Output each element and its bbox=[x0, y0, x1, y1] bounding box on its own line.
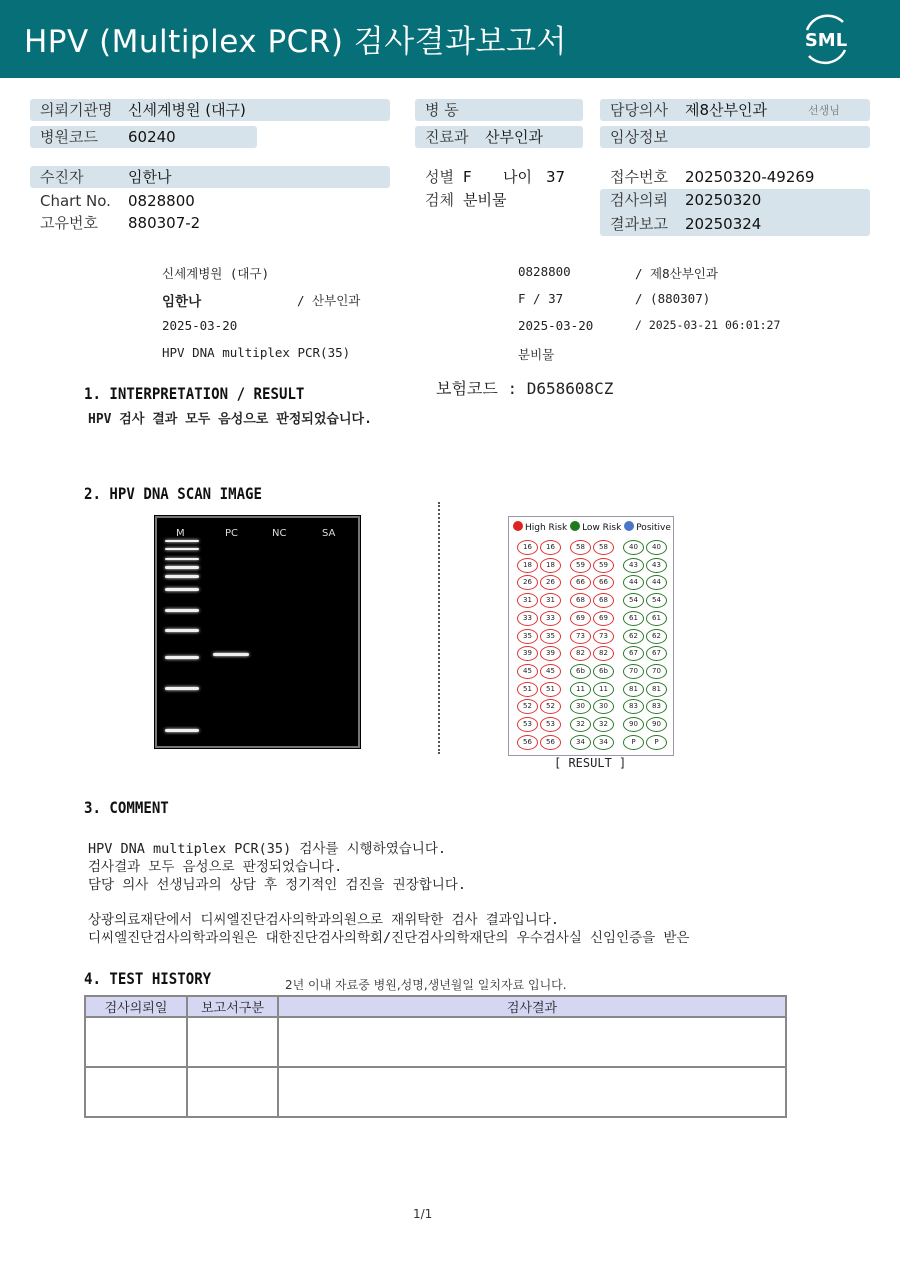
hpv-type-cell: 73 bbox=[593, 629, 614, 644]
table-row bbox=[85, 1017, 786, 1067]
hpv-type-cell: 62 bbox=[646, 629, 667, 644]
marker-band bbox=[165, 609, 199, 612]
hpv-type-cell: 53 bbox=[517, 717, 538, 732]
hpv-result-panel bbox=[508, 516, 674, 756]
hpv-type-cell: 70 bbox=[646, 664, 667, 679]
hpv-type-cell: 51 bbox=[517, 682, 538, 697]
hpv-type-cell: 43 bbox=[646, 558, 667, 573]
hpv-type-cell: 18 bbox=[517, 558, 538, 573]
summary-birth: / (880307) bbox=[635, 291, 711, 306]
receipt-label: 접수번호 bbox=[610, 168, 668, 186]
insurance-code: 보험코드 : D658608CZ bbox=[436, 379, 614, 398]
hpv-type-cell: 69 bbox=[593, 611, 614, 626]
header-test-result: 검사결과 bbox=[278, 996, 786, 1017]
summary-chart: 0828800 bbox=[518, 264, 571, 279]
age-value: 37 bbox=[546, 168, 566, 186]
hpv-type-cell: 31 bbox=[540, 593, 561, 608]
sex-label: 성별 bbox=[425, 168, 454, 186]
unique-label: 고유번호 bbox=[40, 214, 98, 232]
hpv-type-cell: 35 bbox=[540, 629, 561, 644]
hospital-code-label: 병원코드 bbox=[40, 128, 98, 146]
marker-band bbox=[165, 566, 199, 569]
clinical-label: 임상정보 bbox=[610, 128, 668, 146]
hpv-type-cell: 67 bbox=[646, 646, 667, 661]
hpv-type-cell: 58 bbox=[593, 540, 614, 555]
hpv-type-cell: 56 bbox=[517, 735, 538, 750]
hpv-type-cell: 26 bbox=[517, 575, 538, 590]
age-label: 나이 bbox=[503, 168, 532, 186]
lane-label-nc: NC bbox=[272, 528, 287, 539]
hpv-type-cell: 43 bbox=[623, 558, 644, 573]
sml-logo bbox=[797, 10, 855, 68]
result-legend bbox=[513, 521, 671, 533]
hospital-code-field bbox=[30, 126, 257, 148]
marker-band bbox=[165, 548, 199, 550]
positive-dot-icon bbox=[624, 521, 634, 531]
report-title: HPV (Multiplex PCR) 검사결과보고서 bbox=[24, 24, 567, 60]
hpv-type-cell: 70 bbox=[623, 664, 644, 679]
hpv-type-cell: 52 bbox=[517, 699, 538, 714]
summary-specimen: 분비물 bbox=[518, 347, 555, 362]
svg-text:SML: SML bbox=[804, 30, 848, 51]
low-risk-dot-icon bbox=[570, 521, 580, 531]
hpv-type-cell: 34 bbox=[570, 735, 591, 750]
summary-date1: 2025-03-20 bbox=[162, 318, 238, 333]
result-caption: [ RESULT ] bbox=[554, 756, 627, 770]
hpv-type-cell: 45 bbox=[540, 664, 561, 679]
hpv-type-cell: 18 bbox=[540, 558, 561, 573]
hpv-type-cell: 81 bbox=[623, 682, 644, 697]
request-value: 20250320 bbox=[685, 191, 762, 209]
patient-field bbox=[30, 166, 390, 188]
summary-patient: 임한나 bbox=[162, 294, 202, 310]
marker-band bbox=[165, 575, 199, 578]
marker-band bbox=[165, 540, 199, 542]
section3-title: 3. COMMENT bbox=[84, 798, 169, 817]
hpv-type-cell: 73 bbox=[570, 629, 591, 644]
summary-test: HPV DNA multiplex PCR(35) bbox=[162, 345, 351, 360]
section1-title: 1. INTERPRETATION / RESULT bbox=[84, 384, 305, 403]
patient-label: 수진자 bbox=[40, 168, 84, 186]
hpv-type-cell: 61 bbox=[646, 611, 667, 626]
lane-label-pc: PC bbox=[225, 528, 239, 539]
unique-value: 880307-2 bbox=[128, 214, 201, 232]
doctor-field bbox=[600, 99, 870, 121]
hpv-type-cell: 66 bbox=[570, 575, 591, 590]
header-request-date: 검사의뢰일 bbox=[85, 996, 187, 1017]
page-number: 1/1 bbox=[413, 1207, 433, 1221]
hpv-type-cell: 82 bbox=[593, 646, 614, 661]
test-history-table bbox=[84, 995, 787, 1118]
summary-doctor: / 제8산부인과 bbox=[635, 266, 718, 281]
hpv-type-cell: 52 bbox=[540, 699, 561, 714]
hpv-type-cell: 90 bbox=[623, 717, 644, 732]
hpv-type-cell: 26 bbox=[540, 575, 561, 590]
ward-field bbox=[415, 99, 583, 121]
hpv-type-cell: 30 bbox=[593, 699, 614, 714]
institution-field bbox=[30, 99, 390, 121]
summary-institution: 신세계병원 (대구) bbox=[162, 266, 270, 281]
clinical-field bbox=[600, 126, 870, 148]
pc-band bbox=[213, 653, 249, 656]
table-header-row bbox=[85, 996, 786, 1017]
comment-line: 상광의료재단에서 디씨엘진단검사의학과의원으로 재위탁한 검사 결과입니다. bbox=[88, 912, 559, 928]
hpv-type-cell: 34 bbox=[593, 735, 614, 750]
comment-line: 디씨엘진단검사의학과의원은 대한진단검사의학회/진단검사의학재단의 우수검사실 신임인증을 받은 bbox=[88, 930, 690, 946]
lane-label-sa: SA bbox=[322, 528, 336, 539]
institution-value: 신세계병원 (대구) bbox=[128, 101, 246, 119]
interpretation-result: HPV 검사 결과 모두 음성으로 판정되었습니다. bbox=[88, 412, 372, 427]
summary-department: / 산부인과 bbox=[297, 293, 361, 308]
hpv-type-cell: 59 bbox=[593, 558, 614, 573]
marker-band bbox=[165, 687, 199, 690]
sex-value: F bbox=[463, 168, 472, 186]
marker-band bbox=[165, 629, 199, 632]
chart-value: 0828800 bbox=[128, 192, 195, 210]
hpv-type-cell: 45 bbox=[517, 664, 538, 679]
hpv-type-cell: 82 bbox=[570, 646, 591, 661]
department-label: 진료과 bbox=[425, 128, 469, 146]
section4-title: 4. TEST HISTORY bbox=[84, 969, 212, 988]
hpv-type-cell: 61 bbox=[623, 611, 644, 626]
hpv-type-cell: P bbox=[623, 735, 644, 750]
doctor-value: 제8산부인과 bbox=[685, 101, 767, 119]
request-label: 검사의뢰 bbox=[610, 191, 668, 209]
marker-band bbox=[165, 729, 199, 732]
table-cell bbox=[85, 1017, 187, 1067]
table-cell bbox=[187, 1067, 278, 1117]
hpv-type-cell: 66 bbox=[593, 575, 614, 590]
specimen-value: 분비물 bbox=[463, 191, 507, 209]
hpv-type-cell: 68 bbox=[570, 593, 591, 608]
receipt-field bbox=[600, 166, 870, 188]
marker-band bbox=[165, 558, 199, 560]
sex-age-field bbox=[415, 166, 595, 188]
report-label: 결과보고 bbox=[610, 215, 668, 233]
hpv-type-cell: 40 bbox=[646, 540, 667, 555]
doctor-suffix: 선생님 bbox=[808, 104, 840, 117]
institution-label: 의뢰기관명 bbox=[40, 101, 113, 119]
comment-line: 검사결과 모두 음성으로 판정되었습니다. bbox=[88, 859, 343, 875]
high-risk-dot-icon bbox=[513, 521, 523, 531]
chart-label: Chart No. bbox=[40, 192, 111, 210]
hpv-type-cell: 83 bbox=[623, 699, 644, 714]
hpv-type-cell: 53 bbox=[540, 717, 561, 732]
table-cell bbox=[85, 1067, 187, 1117]
comment-line: HPV DNA multiplex PCR(35) 검사를 시행하였습니다. bbox=[88, 841, 446, 857]
legend-positive: Positive bbox=[636, 523, 671, 533]
legend-low: Low Risk bbox=[582, 523, 622, 533]
hpv-type-cell: 68 bbox=[593, 593, 614, 608]
hpv-type-cell: 81 bbox=[646, 682, 667, 697]
department-value: 산부인과 bbox=[485, 128, 543, 146]
summary-datetime: / 2025-03-21 06:01:27 bbox=[635, 318, 781, 332]
hpv-type-cell: 16 bbox=[540, 540, 561, 555]
hpv-type-cell: 56 bbox=[540, 735, 561, 750]
hpv-type-cell: P bbox=[646, 735, 667, 750]
unique-field bbox=[30, 212, 390, 234]
receipt-value: 20250320-49269 bbox=[685, 168, 815, 186]
specimen-field bbox=[415, 189, 595, 211]
specimen-label: 검체 bbox=[425, 191, 454, 209]
table-cell bbox=[278, 1017, 786, 1067]
hpv-type-cell: 67 bbox=[623, 646, 644, 661]
summary-sex-age: F / 37 bbox=[518, 291, 564, 306]
hpv-type-cell: 33 bbox=[540, 611, 561, 626]
hpv-type-cell: 39 bbox=[517, 646, 538, 661]
department-field bbox=[415, 126, 583, 148]
hpv-type-cell: 90 bbox=[646, 717, 667, 732]
legend-high: High Risk bbox=[525, 523, 568, 533]
lane-label-m: M bbox=[176, 528, 185, 539]
hpv-type-cell: 33 bbox=[517, 611, 538, 626]
hpv-type-cell: 83 bbox=[646, 699, 667, 714]
patient-value: 임한나 bbox=[128, 168, 172, 186]
hpv-type-cell: 54 bbox=[646, 593, 667, 608]
report-header bbox=[0, 0, 900, 78]
section2-title: 2. HPV DNA SCAN IMAGE bbox=[84, 484, 263, 503]
hpv-type-cell: 11 bbox=[593, 682, 614, 697]
marker-band bbox=[165, 656, 199, 659]
ward-label: 병 동 bbox=[425, 101, 459, 119]
gel-image bbox=[155, 516, 360, 748]
hpv-type-cell: 32 bbox=[570, 717, 591, 732]
hpv-type-cell: 54 bbox=[623, 593, 644, 608]
hpv-type-cell: 6b bbox=[593, 664, 614, 679]
chart-field bbox=[30, 190, 390, 212]
hpv-type-cell: 44 bbox=[646, 575, 667, 590]
section-divider bbox=[438, 502, 440, 754]
hpv-type-cell: 39 bbox=[540, 646, 561, 661]
hpv-type-cell: 40 bbox=[623, 540, 644, 555]
hpv-type-cell: 32 bbox=[593, 717, 614, 732]
hpv-type-cell: 44 bbox=[623, 575, 644, 590]
hpv-type-cell: 16 bbox=[517, 540, 538, 555]
header-report-type: 보고서구분 bbox=[187, 996, 278, 1017]
hpv-type-cell: 30 bbox=[570, 699, 591, 714]
hpv-type-cell: 6b bbox=[570, 664, 591, 679]
table-cell bbox=[278, 1067, 786, 1117]
report-value: 20250324 bbox=[685, 215, 762, 233]
hpv-type-cell: 59 bbox=[570, 558, 591, 573]
comment-line: 담당 의사 선생님과의 상담 후 정기적인 검진을 권장합니다. bbox=[88, 877, 467, 893]
hpv-type-cell: 35 bbox=[517, 629, 538, 644]
hospital-code-value: 60240 bbox=[128, 128, 176, 146]
marker-band bbox=[165, 588, 199, 591]
hpv-type-cell: 62 bbox=[623, 629, 644, 644]
hpv-type-cell: 31 bbox=[517, 593, 538, 608]
hpv-type-cell: 11 bbox=[570, 682, 591, 697]
table-cell bbox=[187, 1017, 278, 1067]
hpv-type-cell: 69 bbox=[570, 611, 591, 626]
request-report-block bbox=[600, 189, 870, 236]
history-note: 2년 이내 자료중 병원,성명,생년월일 일치자료 입니다. bbox=[285, 978, 567, 992]
hpv-type-cell: 51 bbox=[540, 682, 561, 697]
summary-date2: 2025-03-20 bbox=[518, 318, 594, 333]
hpv-type-cell: 58 bbox=[570, 540, 591, 555]
table-row bbox=[85, 1067, 786, 1117]
doctor-label: 담당의사 bbox=[610, 101, 668, 119]
